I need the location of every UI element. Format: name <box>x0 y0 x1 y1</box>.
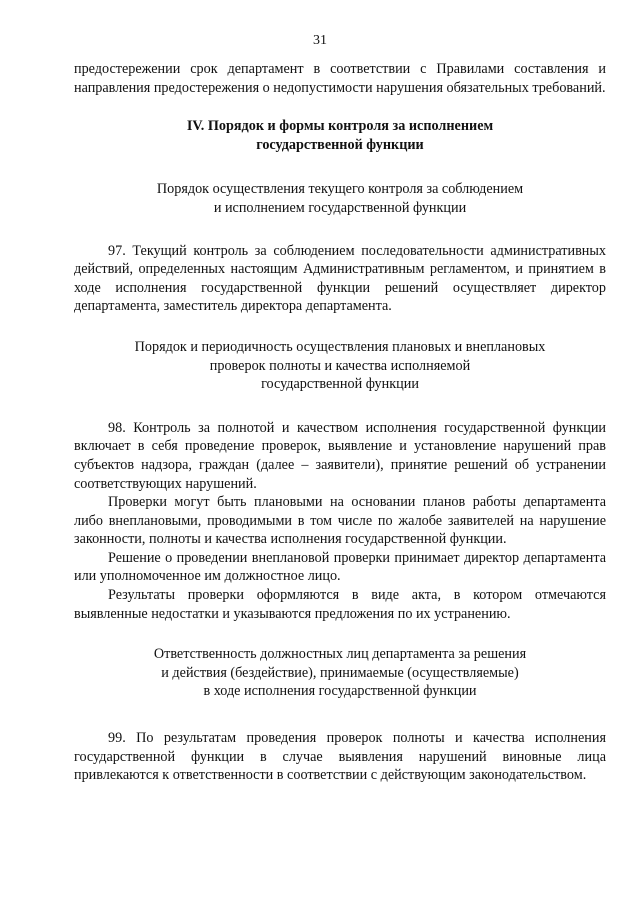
paragraph-98-inspection-types: Проверки могут быть плановыми на основании планов работы департамента либо внеплановыми, проводимыми в том числе по жалобе заявителей на нарушение законности, полноты и качества исполнения государственной функции. <box>74 494 606 548</box>
inspections-title-line3: государственной функции <box>261 376 419 393</box>
inspections-heading <box>74 338 606 394</box>
section-iv-heading <box>74 117 606 154</box>
paragraph-98-unscheduled-decision: Решение о проведении внеплановой проверки принимает директор департамента или уполномоченное им должностное лицо. <box>74 549 606 585</box>
intro-paragraph: предостережении срок департамент в соответствии с Правилами составления и направления предостережения о недопустимости нарушения обязательных требований. <box>74 61 606 96</box>
page-content <box>74 60 606 785</box>
inspections-title-line1: Порядок и периодичность осуществления плановых и внеплановых <box>134 338 546 355</box>
current-control-heading <box>74 180 606 217</box>
paragraph-99: 99. По результатам проведения проверок полноты и качества исполнения государственной функции в случае выявления нарушений виновные лица привлекаются к ответственности в соответствии с действующим законодательством. <box>74 730 606 784</box>
current-control-title-line2: и исполнением государственной функции <box>213 199 467 216</box>
paragraph-98: 98. Контроль за полнотой и качеством исполнения государственной функции включает в себя проведение проверок, выявление и установление нарушений прав субъектов надзора, граждан (далее – заявители), принятие решений об устранении соответствующих нарушений. <box>74 419 606 492</box>
page-number: 31 <box>313 33 327 48</box>
paragraph-98-results: Результаты проверки оформляются в виде акта, в котором отмечаются выявленные недостатки и указываются предложения по их устранению. <box>74 587 606 622</box>
inspections-title-line2: проверок полноты и качества исполняемой <box>209 357 471 374</box>
section-iv-title-line1: IV. Порядок и формы контроля за исполнением <box>186 118 494 135</box>
responsibility-title-line1: Ответственность должностных лиц департамента за решения <box>153 646 527 663</box>
responsibility-heading <box>74 645 606 701</box>
section-iv-title-line2: государственной функции <box>256 136 424 153</box>
responsibility-title-line2: и действия (бездействие), принимаемые (осуществляемые) <box>161 664 519 681</box>
responsibility-title-line3: в ходе исполнения государственной функции <box>203 683 477 700</box>
current-control-title-line1: Порядок осуществления текущего контроля за соблюдением <box>156 181 524 198</box>
paragraph-97: 97. Текущий контроль за соблюдением последовательности административных действий, определенных настоящим Административным регламентом, и принятием в ходе исполнения государственной функции решений осуществляет директор департамента, заместитель директора департамента. <box>74 242 606 315</box>
